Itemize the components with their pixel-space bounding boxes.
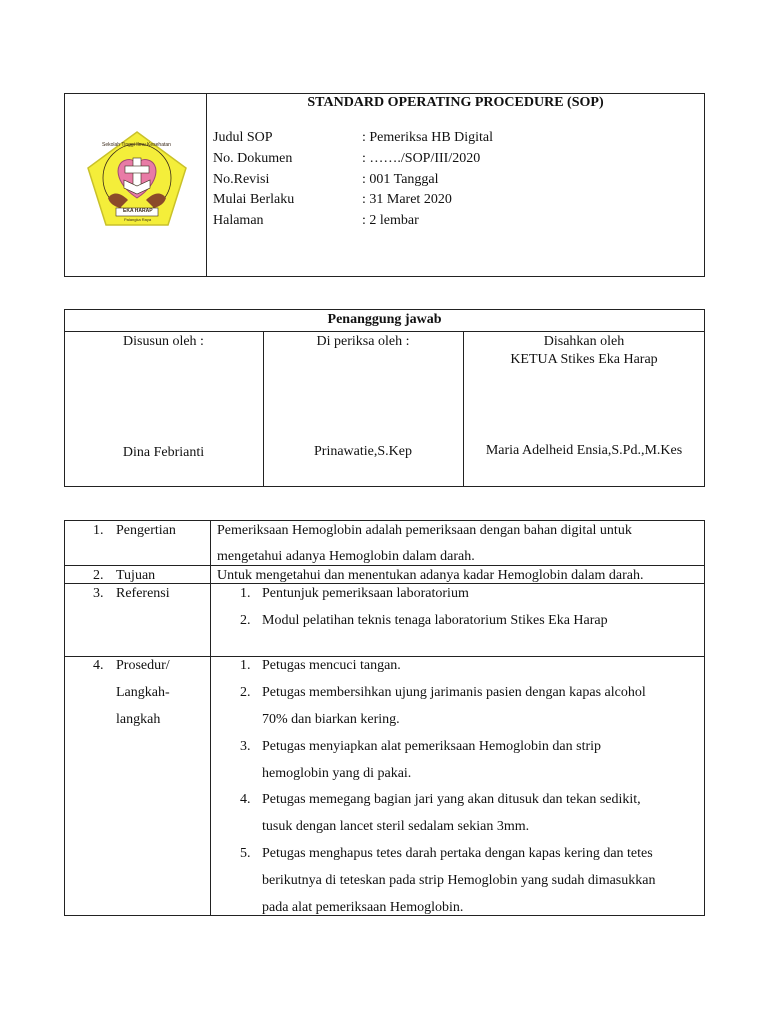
prepared-by-name: Dina Febrianti — [122, 445, 205, 460]
header-divider — [206, 93, 207, 277]
field-label: Mulai Berlaku — [213, 192, 295, 207]
approved-by-heading: Disahkan oleh — [543, 334, 625, 349]
section-label-tujuan: Tujuan — [116, 568, 156, 583]
step-number: 1. — [240, 658, 251, 673]
checked-by-name: Prinawatie,S.Kep — [314, 444, 412, 459]
step-text: Petugas membersihkan ujung jarimanis pasien dengan kapas alcohol — [262, 685, 646, 700]
tujuan-text: Untuk mengetahui dan menentukan adanya kadar Hemoglobin dalam darah. — [217, 568, 644, 583]
step-text: Petugas memegang bagian jari yang akan ditusuk dan tekan sedikit, — [262, 792, 641, 807]
step-number: 4. — [240, 792, 251, 807]
logo-text-city: Palangka Raya — [124, 217, 152, 222]
step-text: pada alat pemeriksaan Hemoglobin. — [262, 900, 464, 915]
step-text: Petugas menghapus tetes darah pertaka dengan kapas kering dan tetes — [262, 846, 653, 861]
section-label-prosedur: Prosedur/ — [116, 658, 170, 673]
section-number: 4. — [93, 658, 104, 673]
responsibility-col-divider-1 — [263, 331, 264, 487]
checked-by-heading: Di periksa oleh : — [316, 334, 410, 349]
reference-item: Pentunjuk pemeriksaan laboratorium — [262, 586, 469, 601]
step-text: Petugas menyiapkan alat pemeriksaan Hemoglobin dan strip — [262, 739, 602, 754]
pengertian-text: Pemeriksaan Hemoglobin adalah pemeriksaan dengan bahan digital untuk — [217, 523, 632, 538]
responsibility-title: Penanggung jawab — [327, 312, 442, 327]
field-value: : Pemeriksa HB Digital — [362, 130, 494, 145]
field-label: No.Revisi — [213, 172, 270, 187]
content-col-divider — [210, 520, 211, 916]
field-label: Judul SOP — [213, 130, 273, 145]
step-text: berikutnya di teteskan pada strip Hemoglobin yang sudah dimasukkan — [262, 873, 656, 888]
step-number: 2. — [240, 685, 251, 700]
section-label-referensi: Referensi — [116, 586, 170, 601]
section-number: 2. — [93, 568, 104, 583]
field-label: Halaman — [213, 213, 264, 228]
approved-by-name: Maria Adelheid Ensia,S.Pd.,M.Kes — [485, 443, 683, 458]
logo-text-banner: EKA HARAP — [123, 208, 153, 214]
step-text: 70% dan biarkan kering. — [262, 712, 400, 727]
section-number: 3. — [93, 586, 104, 601]
sop-title: STANDARD OPERATING PROCEDURE (SOP) — [307, 95, 604, 110]
step-text: hemoglobin yang di pakai. — [262, 766, 412, 781]
responsibility-title-divider — [64, 331, 705, 332]
section-number: 1. — [93, 523, 104, 538]
step-text: tusuk dengan lancet steril sedalam sekian 3mm. — [262, 819, 530, 834]
reference-number: 2. — [240, 613, 251, 628]
prepared-by-heading: Disusun oleh : — [123, 334, 204, 349]
institution-logo — [84, 128, 190, 238]
field-value: : 31 Maret 2020 — [362, 192, 452, 207]
field-value: : 001 Tanggal — [362, 172, 439, 187]
section-label-pengertian: Pengertian — [116, 523, 176, 538]
field-value: : ……./SOP/III/2020 — [362, 151, 481, 166]
field-value: : 2 lembar — [362, 213, 419, 228]
section-label-prosedur: Langkah- — [116, 685, 170, 700]
reference-item: Modul pelatihan teknis tenaga laboratorium Stikes Eka Harap — [262, 613, 608, 628]
pengertian-text: mengetahui adanya Hemoglobin dalam darah. — [217, 549, 475, 564]
step-text: Petugas mencuci tangan. — [262, 658, 401, 673]
logo-text-top: Sekolah Tinggi Ilmu Kesehatan — [102, 142, 171, 148]
section-label-prosedur: langkah — [116, 712, 161, 727]
step-number: 3. — [240, 739, 251, 754]
reference-number: 1. — [240, 586, 251, 601]
field-label: No. Dokumen — [213, 151, 293, 166]
step-number: 5. — [240, 846, 251, 861]
approved-by-subheading: KETUA Stikes Eka Harap — [510, 352, 658, 367]
